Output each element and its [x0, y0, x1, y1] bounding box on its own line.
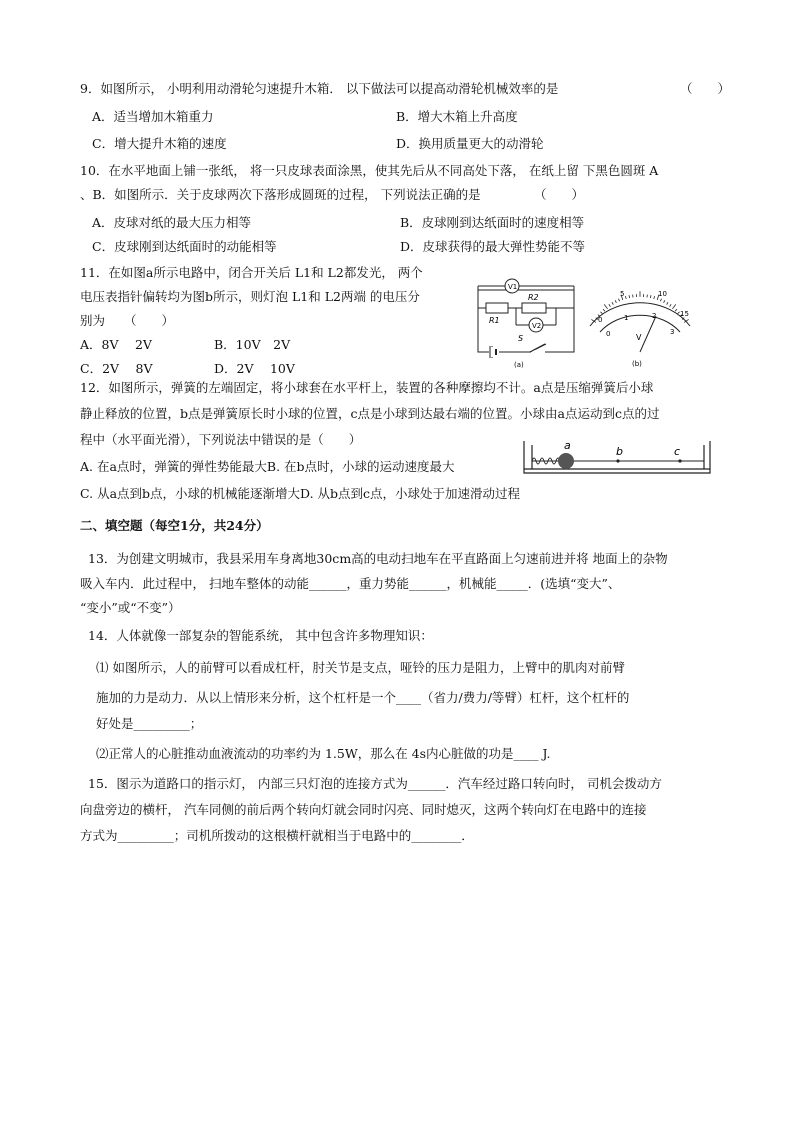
scale-bottom-2: 2: [652, 312, 657, 320]
dial-tick: [667, 302, 668, 304]
ball: [558, 453, 574, 469]
q14-part1-line3: 好处是_________；: [96, 716, 203, 731]
scale-bottom-3: 3: [670, 328, 675, 336]
dial-tick: [625, 296, 626, 299]
section-heading-fill-blank: 二、填空题（每空1分，共24分）: [80, 518, 269, 533]
scale-bottom-0: 0: [606, 330, 611, 338]
q10-option-a: A．皮球对纸的最大压力相等: [92, 215, 252, 230]
v2-label: V2: [532, 322, 542, 330]
q12-options-ab: A. 在a点时，弹簧的弹性势能最大B. 在b点时，小球的运动速度最大: [80, 459, 455, 474]
q14-part1-line1: ⑴ 如图所示，人的前臂可以看成杠杆，肘关节是支点，哑铃的压力是阻力，上臂中的肌肉对前臂: [96, 660, 625, 675]
q13-line2: 吸入车内．此过程中， 扫地车整体的动能______，重力势能______，机械能_____．(选填“变大”、: [80, 576, 621, 591]
q10-stem-line1: 10．在水平地面上铺一张纸， 将一只皮球表面涂黑，使其先后从不同高处下落， 在纸上留 下黑色圆斑 A: [80, 163, 659, 178]
circuit-diagram-a: [472, 270, 582, 370]
dial-tick: [619, 299, 620, 302]
label-c: c: [674, 445, 681, 458]
v1-label: V1: [508, 283, 518, 291]
q13-line3: “变小”或“不变”）: [80, 600, 181, 615]
fig-b-caption: (b): [632, 360, 642, 368]
q15-line2: 向盘旁边的横杆， 汽车同侧的前后两个转向灯就会同时闪亮、同时熄灭，这两个转向灯在电路中的连接: [80, 802, 647, 817]
dial-tick: [675, 309, 677, 311]
q11-option-b: B．10V 2V: [214, 337, 291, 352]
fig-a-caption: (a): [514, 361, 524, 369]
dial-tick: [672, 304, 675, 308]
q15-line3: 方式为_________；司机所拨动的这根横杆就相当于电路中的________．: [80, 828, 474, 843]
dial-tick: [664, 300, 665, 303]
s-label: S: [518, 334, 524, 343]
q9-paren: （ ）: [680, 81, 731, 96]
r1-label: R1: [489, 316, 500, 325]
q11-stem-line2: 电压表指针偏转均为图b所示，则灯泡 L1和 L2两端 的电压分: [80, 289, 420, 304]
label-a: a: [564, 439, 571, 452]
scale-bottom-1: 1: [624, 314, 629, 322]
q9-option-d: D．换用质量更大的动滑轮: [396, 136, 544, 151]
point-c: [678, 459, 681, 462]
q10-paren: （ ）: [534, 187, 585, 202]
q11-stem-line3: 别为: [80, 313, 106, 328]
q11-paren: （ ）: [124, 313, 175, 328]
q11-option-d: D．2V 10V: [214, 361, 295, 376]
q14-part1-line2: 施加的力是动力．从以上情形来分析，这个杠杆是一个____（省力/费力/等臂）杠杆，这个杠杆的: [96, 690, 630, 705]
q10-option-b: B．皮球刚到达纸面时的速度相等: [400, 215, 585, 230]
q12-options-cd: C. 从a点到b点，小球的机械能逐渐增大D. 从b点到c点，小球处于加速滑动过程: [80, 486, 521, 501]
resistor-r1: [486, 303, 508, 313]
q10-option-d: D．皮球获得的最大弹性势能不等: [400, 239, 586, 254]
q12-stem-line2: 静止释放的位置，b点是弹簧原长时小球的位置，c点是小球到达最右端的位置。小球由a点运动到c点的过: [80, 406, 660, 421]
label-b: b: [616, 445, 623, 458]
q9-stem: 9．如图所示， 小明利用动滑轮匀速提升木箱． 以下做法可以提高动滑轮机械效率的是: [80, 81, 559, 96]
scale-top-10: 10: [658, 290, 667, 298]
q10-stem-line2: 、B．如图所示．关于皮球两次下落形成圆斑的过程， 下列说法正确的是: [80, 187, 481, 202]
dial-tick: [654, 296, 655, 299]
q9-option-b: B．增大木箱上升高度: [396, 109, 518, 124]
q10-option-c: C．皮球刚到达纸面时的动能相等: [92, 239, 277, 254]
dial-tick: [650, 295, 651, 298]
q11-stem-line1: 11．在如图a所示电路中，闭合开关后 L1和 L2都发光， 两个: [80, 265, 423, 280]
dial-tick: [612, 302, 613, 304]
q15-line1: 15．图示为道路口的指示灯， 内部三只灯泡的连接方式为______．汽车经过路口转向时， 司机会拨动方: [88, 776, 662, 791]
q14-line1: 14．人体就像一部复杂的智能系统， 其中包含许多物理知识：: [88, 628, 433, 643]
scale-top-5: 5: [620, 290, 625, 298]
dial-tick: [609, 304, 611, 306]
dial-tick: [603, 309, 605, 311]
dial-tick: [660, 299, 661, 302]
dial-tick: [604, 304, 607, 308]
scale-top-15: 15: [680, 310, 689, 318]
resistor-r2: [522, 303, 546, 313]
voltmeter-dial-b: [580, 276, 700, 370]
q14-part2: ⑵正常人的心脏推动血液流动的功率约为 1.5W，那么在 4s内心脏做的功是____ J.: [96, 746, 551, 761]
dial-tick: [600, 312, 602, 314]
spring-ball-diagram: [520, 437, 716, 477]
q13-line1: 13．为创建文明城市，我县采用车身离地30cm高的电动扫地车在平直路面上匀速前进并将 地面上的杂物: [88, 551, 668, 566]
q12-stem-line3: 程中（水平面光滑），下列说法中错误的是（ ）: [80, 432, 362, 447]
q12-stem-line1: 12．如图所示，弹簧的左端固定，将小球套在水平杆上，装置的各种摩擦均不计。a点是压缩弹簧后小球: [80, 380, 654, 395]
volt-unit-label: V: [636, 333, 642, 342]
q11-option-c: C．2V 8V: [80, 361, 153, 376]
q9-option-c: C．增大提升木箱的速度: [92, 136, 227, 151]
dial-tick: [615, 300, 616, 303]
dial-tick: [629, 295, 630, 298]
q9-option-a: A．适当增加木箱重力: [92, 109, 214, 124]
r2-label: R2: [528, 293, 539, 302]
dial-tick: [670, 304, 672, 306]
q11-option-a: A．8V 2V: [80, 337, 152, 352]
point-b: [616, 459, 619, 462]
scale-top-0: 0: [598, 316, 603, 324]
needle: [640, 316, 656, 352]
